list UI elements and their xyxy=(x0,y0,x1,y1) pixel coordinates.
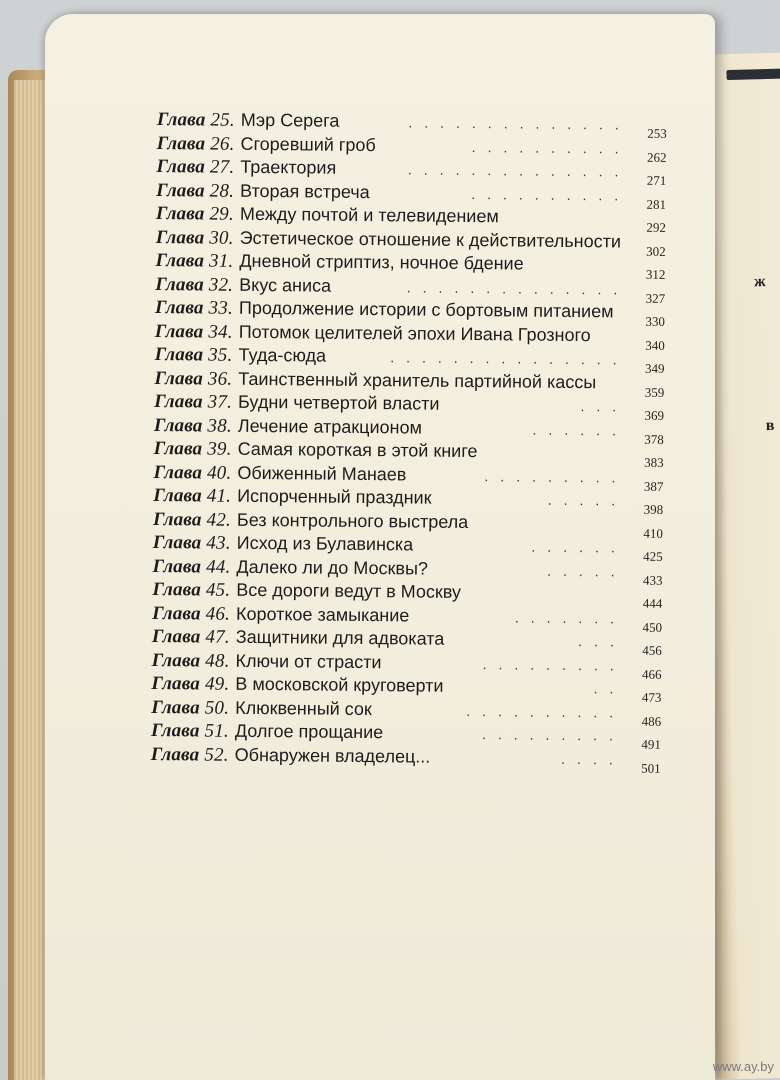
page-number: 491 xyxy=(641,736,661,752)
chapter-word: Глава xyxy=(155,226,205,248)
chapter-word: Глава xyxy=(154,343,204,366)
chapter-number xyxy=(153,461,231,483)
chapter-title: Вторая встреча xyxy=(240,180,370,202)
leader-dots: .............. xyxy=(407,161,631,180)
chapter-title: Туда-сюда xyxy=(238,344,327,366)
chapter-title: Таинственный хранитель партийной кассы xyxy=(238,368,597,392)
chapter-word: Глава xyxy=(151,672,201,695)
chapter-word: Глава xyxy=(152,555,202,577)
chapter-word: Глава xyxy=(150,719,200,742)
chapter-title: Эстетическое отношение к действительности xyxy=(239,227,622,251)
leader-dots: .. xyxy=(593,680,626,697)
chapter-number xyxy=(156,203,234,225)
page-number: 327 xyxy=(645,290,666,306)
chapter-title: Короткое замыкание xyxy=(235,603,410,625)
chapter-index: 33. xyxy=(208,297,234,319)
leader-dots: ............... xyxy=(390,349,629,368)
chapter-number xyxy=(154,438,232,460)
chapter-title: В московской круговерти xyxy=(235,673,444,696)
chapter-number xyxy=(153,555,231,577)
chapter-word: Глава xyxy=(155,202,205,225)
chapter-index: 44. xyxy=(206,555,231,578)
page-number: 340 xyxy=(645,337,665,353)
chapter-word: Глава xyxy=(156,179,205,201)
leader-dots: .............. xyxy=(406,278,630,298)
chapter-title: Обнаружен владелец... xyxy=(234,744,431,767)
chapter-title: Потомок целителей эпохи Ивана Грозного xyxy=(238,321,591,345)
leader-dots: ...... xyxy=(531,538,627,556)
chapter-number xyxy=(153,508,231,530)
page-number: 330 xyxy=(645,313,666,329)
chapter-index: 35. xyxy=(208,344,233,366)
chapter-number xyxy=(152,579,230,601)
chapter-index: 48. xyxy=(205,649,230,672)
chapter-index: 38. xyxy=(207,414,232,437)
chapter-index: 36. xyxy=(207,368,233,390)
chapter-index: 26. xyxy=(210,133,235,155)
leader-dots: ......... xyxy=(481,726,626,744)
chapter-word: Глава xyxy=(152,578,202,601)
chapter-index: 27. xyxy=(209,156,235,178)
leader-dots: ....... xyxy=(514,608,627,627)
chapter-number xyxy=(152,626,230,648)
chapter-number xyxy=(155,297,233,319)
chapter-word: Глава xyxy=(151,696,200,718)
leader-dots: ... xyxy=(580,398,629,415)
chapter-number xyxy=(155,320,233,342)
page-number: 312 xyxy=(645,266,666,282)
chapter-index: 28. xyxy=(209,180,235,202)
chapter-word: Глава xyxy=(152,508,202,530)
page-number: 292 xyxy=(646,219,666,235)
chapter-word: Глава xyxy=(154,296,204,319)
page-number: 466 xyxy=(642,666,662,682)
chapter-index: 29. xyxy=(209,203,234,225)
chapter-word: Глава xyxy=(152,602,201,624)
chapter-number xyxy=(156,179,234,201)
chapter-index: 51. xyxy=(204,720,230,742)
chapter-index: 50. xyxy=(204,696,230,719)
page-number: 359 xyxy=(644,384,665,400)
chapter-title: Дневной стриптиз, ночное бдение xyxy=(239,250,524,274)
page-number: 444 xyxy=(642,595,663,611)
chapter-word: Глава xyxy=(156,155,206,178)
chapter-word: Глава xyxy=(155,273,204,295)
page-number: 501 xyxy=(641,760,661,776)
chapter-title: Далеко ли до Москвы? xyxy=(236,556,429,579)
chapter-number xyxy=(154,391,232,413)
leader-dots: ......... xyxy=(484,467,628,486)
page-number: 486 xyxy=(641,713,662,729)
page-number: 378 xyxy=(644,431,664,447)
table-of-contents xyxy=(150,108,667,776)
leader-dots: ...... xyxy=(532,421,629,439)
leader-dots: .............. xyxy=(408,114,631,133)
watermark: www.ay.by xyxy=(712,1059,774,1074)
page-number: 281 xyxy=(646,196,667,212)
chapter-number xyxy=(154,414,232,436)
right-page-dark-stripe xyxy=(726,68,780,80)
page-number: 425 xyxy=(643,548,663,564)
chapter-title: Сгоревший гроб xyxy=(240,133,376,155)
chapter-index: 47. xyxy=(205,626,230,648)
right-page-fragment: ж xyxy=(753,273,766,291)
chapter-title: Без контрольного выстрела xyxy=(236,509,469,532)
chapter-number xyxy=(155,344,233,366)
chapter-word: Глава xyxy=(154,320,204,342)
chapter-title: Самая короткая в этой книге xyxy=(237,438,478,462)
chapter-title: Испорченный праздник xyxy=(237,485,432,508)
chapter-number xyxy=(153,532,231,554)
chapter-index: 31. xyxy=(208,250,234,272)
chapter-word: Глава xyxy=(156,132,206,154)
chapter-number xyxy=(153,485,231,507)
chapter-title: Защитники для адвоката xyxy=(235,626,445,649)
chapter-title: Все дороги ведут в Москву xyxy=(236,579,462,602)
chapter-index: 41. xyxy=(206,485,232,507)
chapter-number xyxy=(151,696,229,718)
page-number: 383 xyxy=(644,454,664,470)
leader-dots: ..... xyxy=(547,562,627,580)
chapter-index: 32. xyxy=(208,274,234,296)
chapter-word: Глава xyxy=(156,108,206,131)
chapter-index: 37. xyxy=(207,391,233,413)
chapter-index: 34. xyxy=(208,321,233,343)
chapter-title: Между почтой и телевидением xyxy=(239,203,499,227)
chapter-index: 43. xyxy=(206,532,231,554)
page-number: 456 xyxy=(642,642,662,658)
chapter-title: Долгое прощание xyxy=(234,720,384,743)
chapter-number xyxy=(151,720,229,742)
chapter-title: Клюквенный сок xyxy=(235,697,372,719)
chapter-word: Глава xyxy=(150,743,200,765)
page-number: 387 xyxy=(643,478,664,494)
chapter-number xyxy=(152,649,230,671)
page-number: 369 xyxy=(644,407,665,423)
chapter-number xyxy=(154,367,232,389)
chapter-word: Глава xyxy=(154,390,203,413)
page-number: 473 xyxy=(641,689,662,705)
chapter-index: 46. xyxy=(205,602,231,625)
leader-dots: .... xyxy=(561,750,625,768)
chapter-index: 45. xyxy=(205,579,231,601)
chapter-word: Глава xyxy=(151,625,201,648)
chapter-word: Глава xyxy=(153,437,203,460)
chapter-title: Лечение атракционом xyxy=(237,415,423,438)
chapter-number xyxy=(157,132,235,154)
chapter-index: 42. xyxy=(206,508,232,531)
page-number: 271 xyxy=(646,172,667,188)
leader-dots: .......... xyxy=(471,138,631,157)
chapter-title: Будни четвертой власти xyxy=(237,391,440,414)
chapter-number xyxy=(152,602,230,624)
chapter-index: 49. xyxy=(204,673,230,695)
leader-dots: .......... xyxy=(466,702,626,721)
chapter-title: Продолжение истории с бортовым питанием xyxy=(238,297,614,322)
chapter-word: Глава xyxy=(154,367,204,389)
chapter-index: 40. xyxy=(206,461,232,484)
chapter-number xyxy=(155,250,233,272)
leader-dots: ..... xyxy=(547,491,628,509)
leader-dots: ......... xyxy=(482,655,626,674)
leader-dots: ... xyxy=(578,633,626,650)
chapter-word: Глава xyxy=(153,484,202,507)
chapter-title: Траектория xyxy=(240,156,337,178)
page-number: 410 xyxy=(643,525,664,541)
chapter-word: Глава xyxy=(155,249,205,272)
chapter-number xyxy=(151,743,229,765)
right-page-fragment: в xyxy=(765,416,775,435)
leader-dots: .......... xyxy=(471,185,631,204)
page-number: 450 xyxy=(642,619,663,635)
page-number: 398 xyxy=(643,501,664,517)
chapter-index: 52. xyxy=(204,743,229,766)
chapter-title: Вкус аниса xyxy=(239,274,332,296)
page-number: 349 xyxy=(644,360,665,376)
chapter-index: 30. xyxy=(209,227,234,249)
chapter-index: 25. xyxy=(210,109,235,131)
chapter-number xyxy=(155,273,233,295)
chapter-title: Исход из Булавинска xyxy=(236,532,414,555)
chapter-number xyxy=(151,673,229,695)
chapter-title: Обиженный Манаев xyxy=(237,462,407,484)
page-number: 433 xyxy=(642,572,663,588)
chapter-word: Глава xyxy=(153,414,203,436)
page-number: 262 xyxy=(646,149,667,165)
chapter-title: Мэр Серега xyxy=(240,109,340,131)
chapter-word: Глава xyxy=(153,461,203,483)
toc-row xyxy=(150,742,661,776)
page-number: 302 xyxy=(646,243,666,259)
chapter-index: 39. xyxy=(207,438,232,460)
chapter-number xyxy=(156,226,234,248)
page-number: 253 xyxy=(647,125,667,141)
chapter-title: Ключи от страсти xyxy=(235,650,382,672)
chapter-number xyxy=(157,109,235,131)
chapter-word: Глава xyxy=(151,649,201,671)
chapter-number xyxy=(156,156,234,178)
chapter-word: Глава xyxy=(152,531,202,554)
